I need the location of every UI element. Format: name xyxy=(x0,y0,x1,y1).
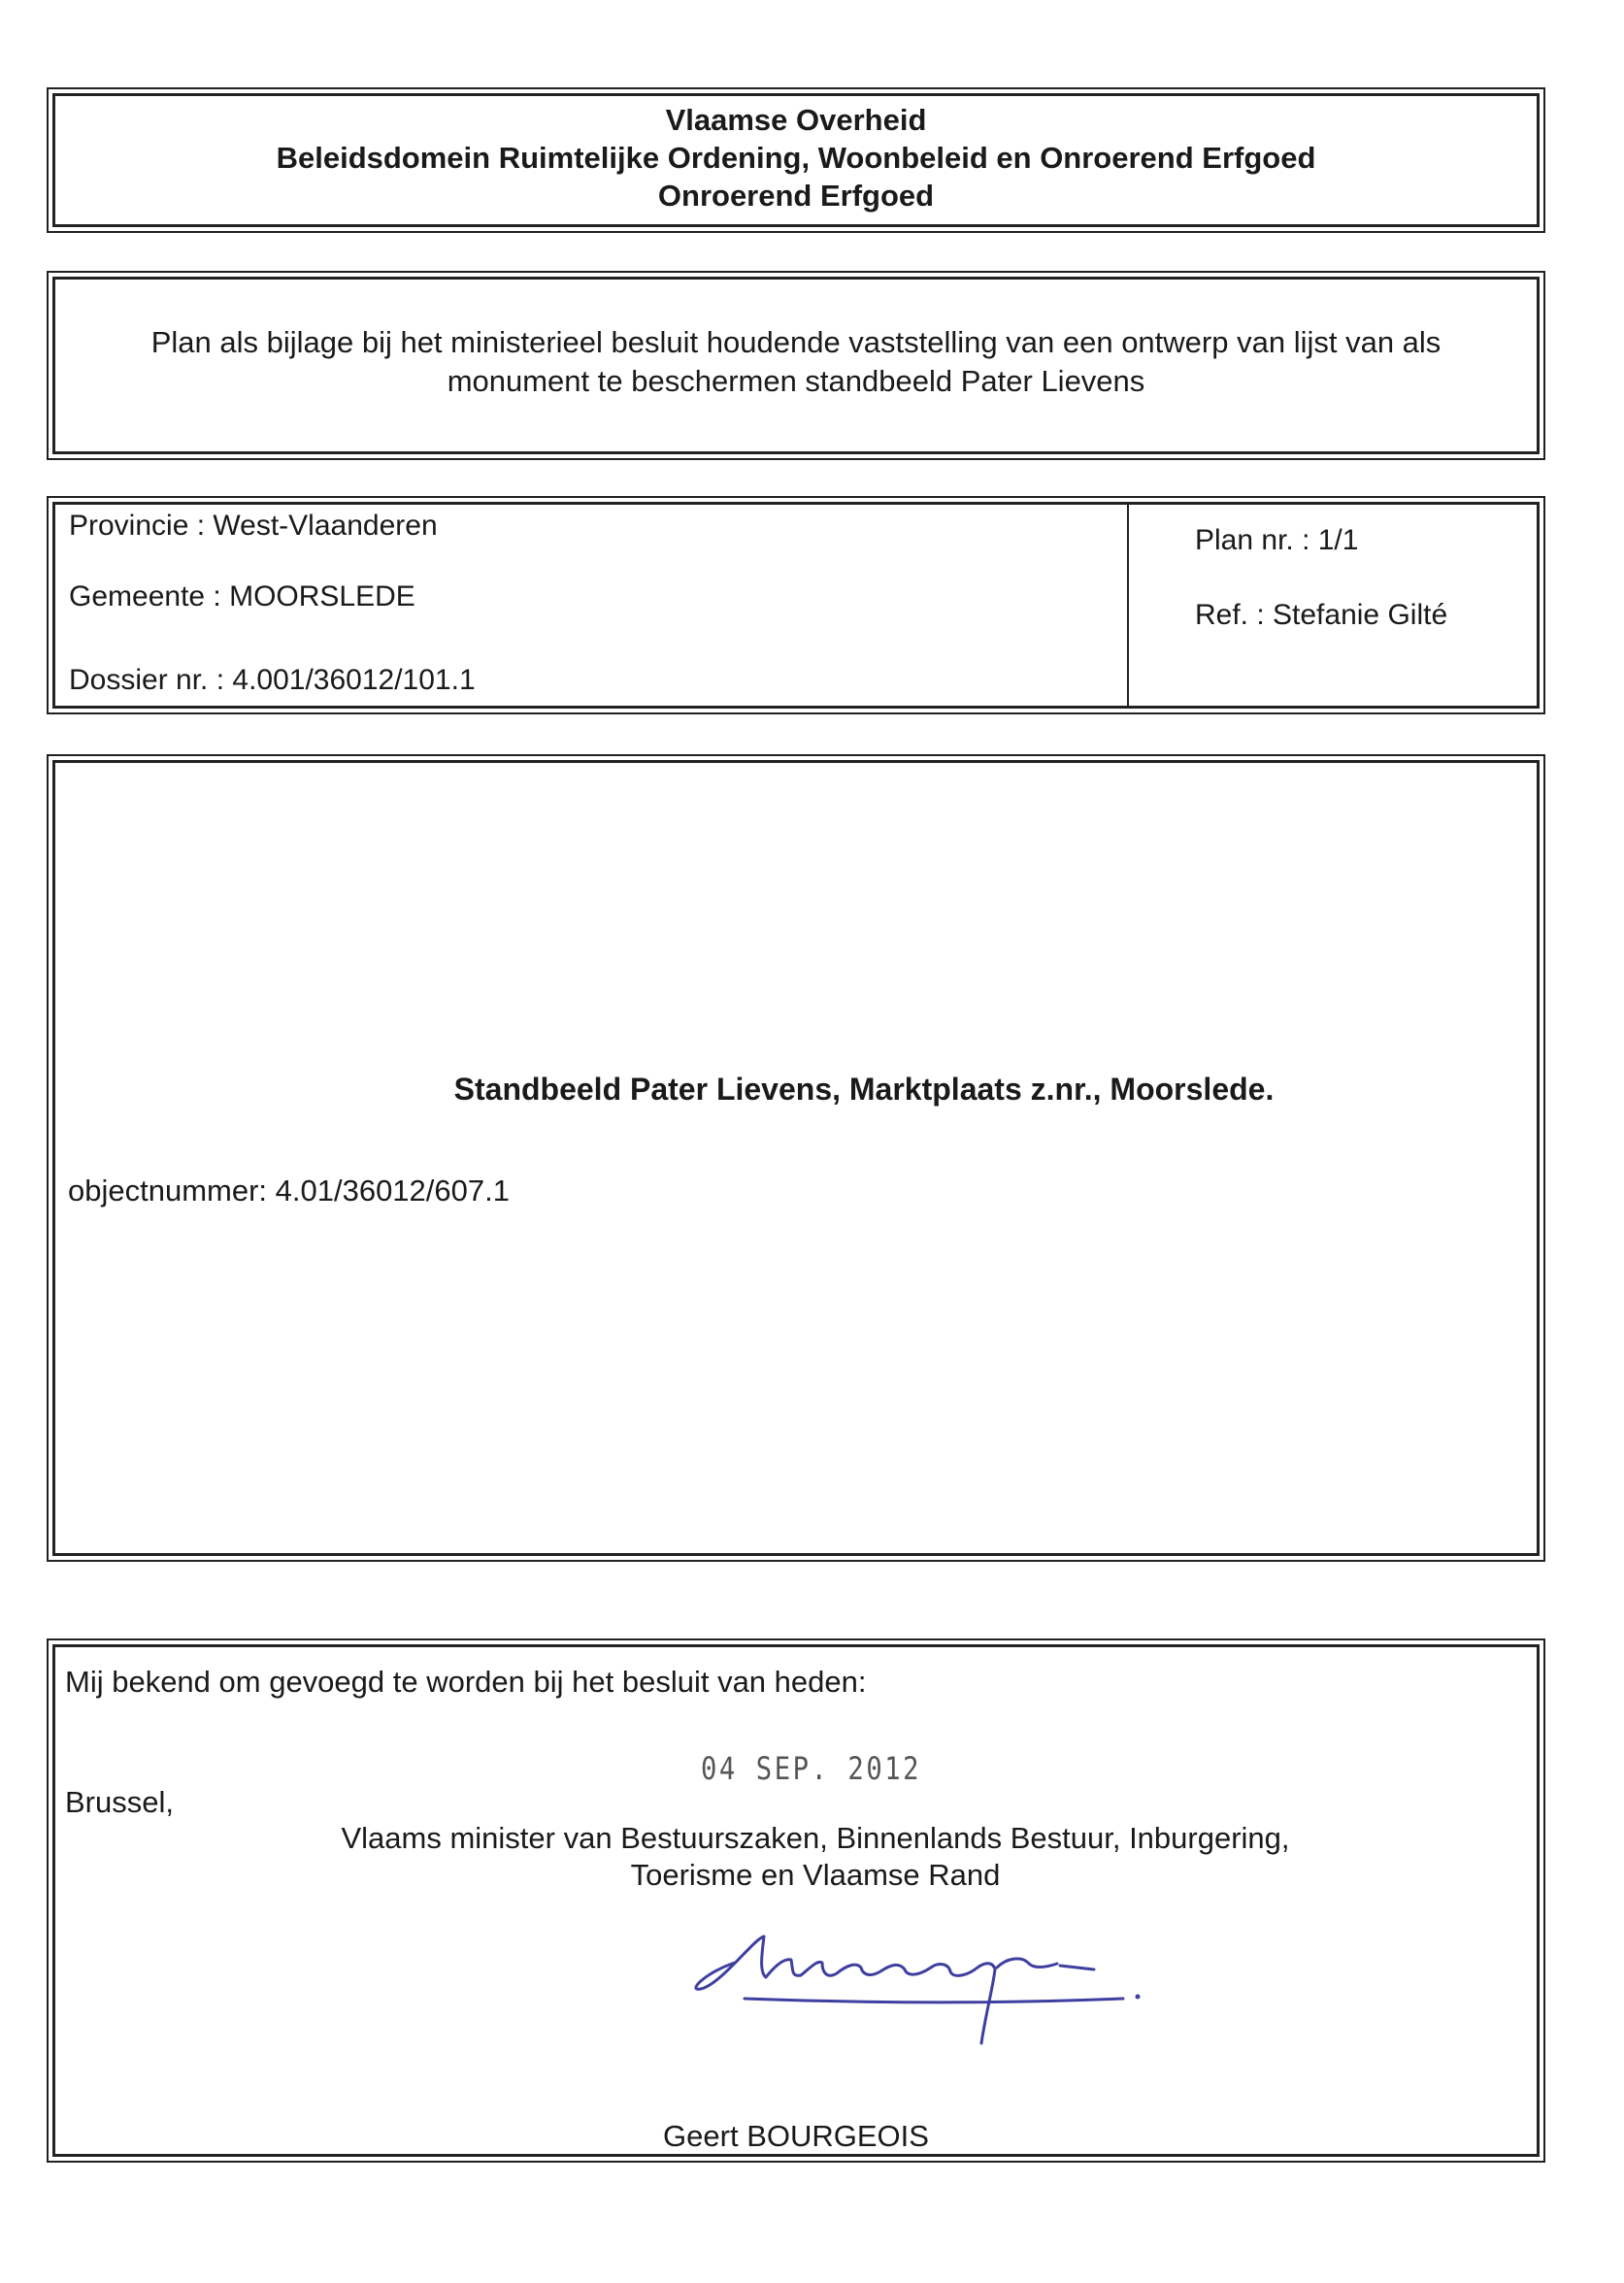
city: Brussel, xyxy=(65,1785,174,1819)
object-box xyxy=(52,760,1540,1556)
signature-image xyxy=(677,1919,1298,2055)
approval-box xyxy=(52,1644,1540,2157)
dossier-number: Dossier nr. : 4.001/36012/101.1 xyxy=(69,664,476,696)
date-stamp: 04 SEP. 2012 xyxy=(701,1750,922,1787)
minister-title xyxy=(55,1820,1537,1894)
plan-line-2: monument te beschermen standbeeld Pater Lievens xyxy=(447,364,1145,398)
header-box xyxy=(52,93,1540,227)
info-box xyxy=(52,502,1540,709)
plan-description-box xyxy=(52,277,1540,454)
reference: Ref. : Stefanie Gilté xyxy=(1195,599,1448,631)
municipality: Gemeente : MOORSLEDE xyxy=(69,580,415,612)
approval-intro: Mij bekend om gevoegd te worden bij het besluit van heden: xyxy=(65,1665,867,1699)
header-line-2: Beleidsdomein Ruimtelijke Ordening, Woonbeleid en Onroerend Erfgoed xyxy=(276,141,1316,175)
minister-line-2: Toerisme en Vlaamse Rand xyxy=(630,1858,1001,1892)
signer-name: Geert BOURGEOIS xyxy=(663,2119,929,2153)
header-line-3: Onroerend Erfgoed xyxy=(657,179,935,213)
header-line-1: Vlaamse Overheid xyxy=(665,103,927,137)
object-number: objectnummer: 4.01/36012/607.1 xyxy=(68,1174,510,1208)
plan-line-1: Plan als bijlage bij het ministerieel besluit houdende vaststelling van een ontwerp van lijst van als xyxy=(150,325,1442,359)
province: Provincie : West-Vlaanderen xyxy=(69,510,438,542)
info-left-cell xyxy=(55,505,1129,706)
minister-line-1: Vlaams minister van Bestuurszaken, Binnenlands Bestuur, Inburgering, xyxy=(341,1821,1290,1855)
info-right-cell xyxy=(1129,505,1537,706)
object-title: Standbeeld Pater Lievens, Marktplaats z.nr., Moorslede. xyxy=(453,1072,1275,1107)
plan-number: Plan nr. : 1/1 xyxy=(1195,524,1359,556)
